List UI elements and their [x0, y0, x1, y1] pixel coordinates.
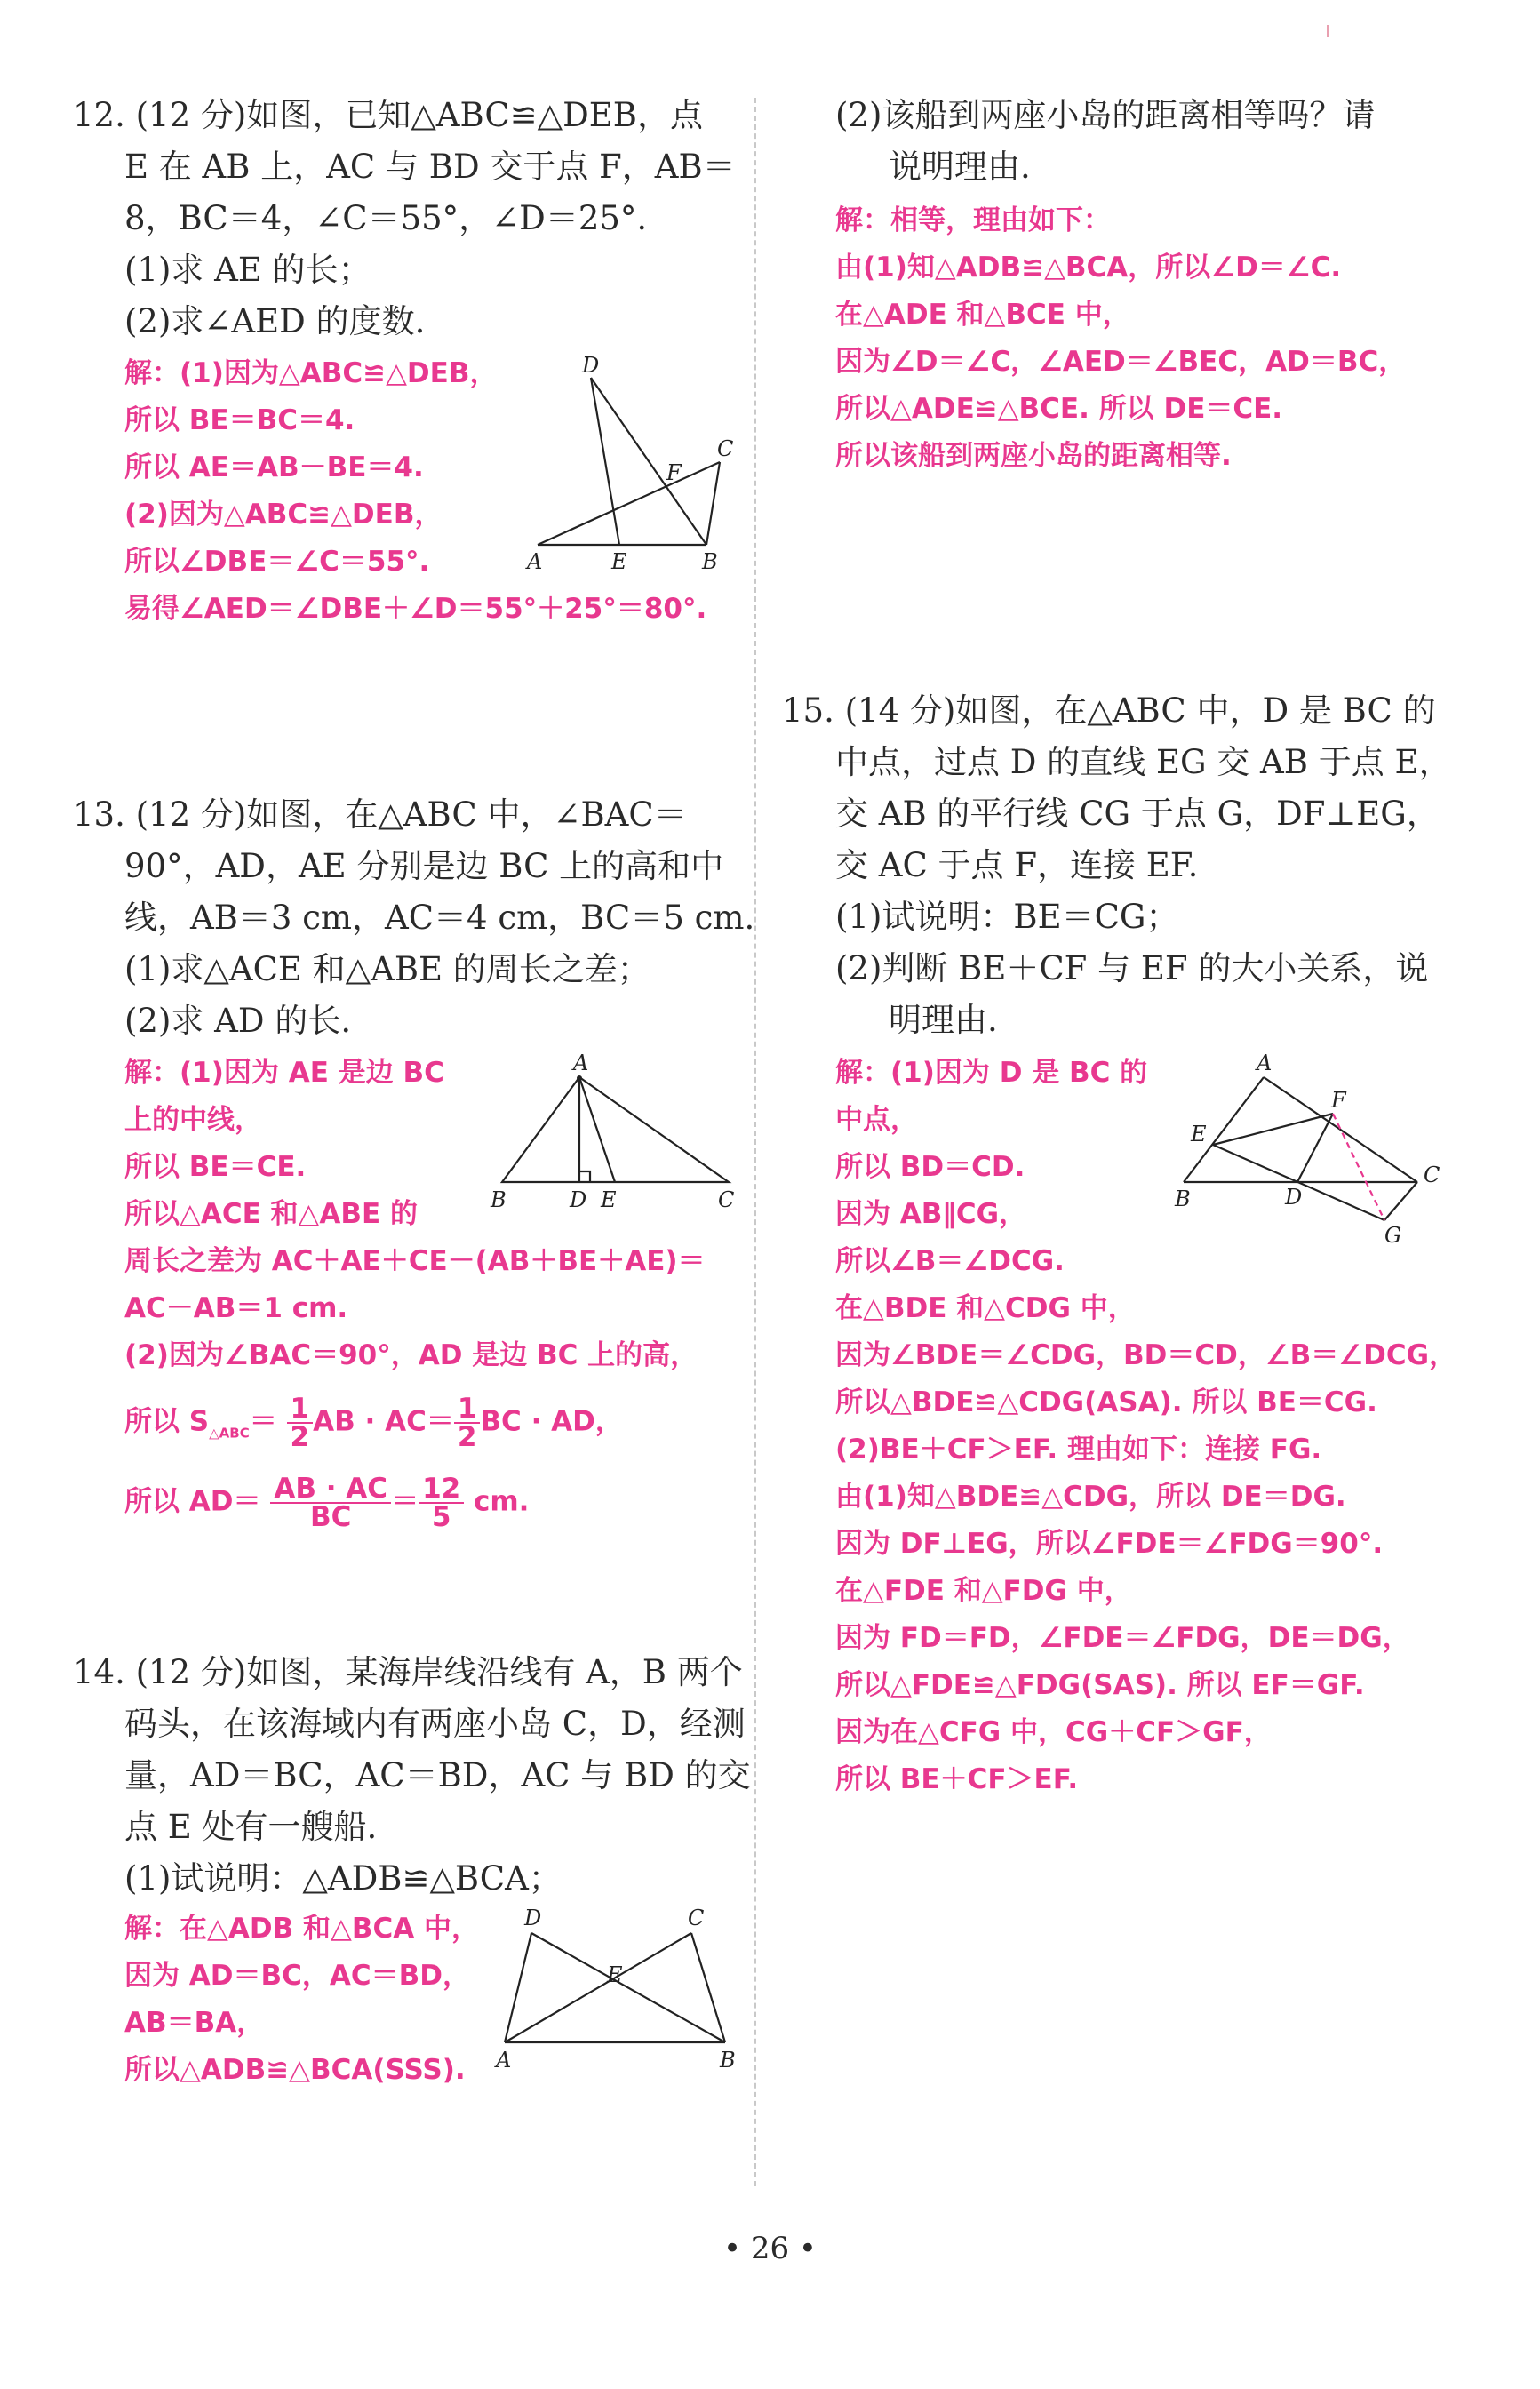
p12-label-C: C — [717, 436, 734, 461]
p15-label-B: B — [1175, 1187, 1191, 1211]
p13-q-line-2: 90°，AD，AE 分别是边 BC 上的高和中 — [124, 847, 724, 885]
p15-a-line-13: 因为 FD＝FD，∠FDE＝∠FDG，DE＝DG， — [835, 1622, 1410, 1654]
p13-ad-prefix: 所以 AD＝ — [124, 1485, 261, 1518]
p15-a-line-12: 在△FDE 和△FDG 中， — [835, 1575, 1132, 1607]
p12-label-B: B — [702, 549, 718, 574]
page-number: • 26 • — [723, 2231, 817, 2266]
p12-seg-CB — [706, 462, 720, 545]
p12-label-D: D — [582, 353, 600, 378]
p13-ad-frac1-num: AB · AC — [270, 1475, 391, 1504]
p15-label-C: C — [1424, 1163, 1440, 1187]
p12-a-line-4: (2)因为△ABC≌△DEB， — [124, 499, 443, 531]
p13-ad-frac2-den: 5 — [431, 1501, 451, 1533]
p15-label-G: G — [1384, 1223, 1402, 1244]
p14-a2-line-3: 在△ADE 和△BCE 中， — [835, 299, 1130, 331]
p15-seg-FD — [1297, 1114, 1333, 1182]
p13-area-t1: AB · AC＝ — [313, 1405, 454, 1438]
p13-area-prefix: 所以 S — [124, 1405, 210, 1438]
p13-half-2-den: 2 — [457, 1421, 477, 1453]
p14-a2-line-4: 因为∠D＝∠C，∠AED＝∠BEC，AD＝BC， — [835, 346, 1407, 378]
p15-a-line-9: (2)BE＋CF＞EF. 理由如下：连接 FG. — [835, 1434, 1322, 1466]
column-divider — [754, 98, 756, 2186]
p13-a-line-7: (2)因为∠BAC＝90°，AD 是边 BC 上的高， — [124, 1339, 698, 1371]
p12-a-line-6: 易得∠AED＝∠DBE＋∠D＝55°＋25°＝80°. — [124, 593, 707, 625]
p13-label-C: C — [718, 1187, 735, 1209]
p15-q-line-6: (2)判断 BE＋CF 与 EF 的大小关系，说 — [835, 949, 1429, 987]
p12-q-line-4: (1)求 AE 的长； — [124, 251, 371, 289]
p15-a-line-16: 所以 BE＋CF＞EF. — [835, 1763, 1079, 1795]
p13-half-1 — [287, 1393, 314, 1453]
p14-q-line-4: 点 E 处有一艘船. — [124, 1808, 378, 1846]
p14-q-line-2: 码头，在该海域内有两座小岛 C，D，经测 — [124, 1705, 746, 1743]
p13-ad-frac2-num: 12 — [419, 1475, 464, 1504]
p12-q-line-1: 12. (12 分)如图，已知△ABC≌△DEB，点 — [73, 96, 703, 134]
p15-figure — [1164, 1049, 1457, 1244]
p13-area-eq1: ＝ — [249, 1405, 277, 1438]
p13-ad-formula — [124, 1473, 530, 1533]
p13-label-A: A — [573, 1051, 589, 1075]
p15-a-line-4: 因为 AB∥CG， — [835, 1198, 1027, 1230]
p13-right-angle — [579, 1171, 590, 1182]
p15-label-E: E — [1191, 1122, 1207, 1147]
p12-a-line-5: 所以∠DBE＝∠C＝55°. — [124, 546, 430, 578]
p15-label-D: D — [1285, 1185, 1303, 1210]
p15-q-line-7: 明理由. — [889, 1001, 998, 1039]
p14-a-line-1: 解：在△ADB 和△BCA 中， — [124, 1913, 479, 1945]
p13-label-E: E — [601, 1187, 617, 1209]
p13-ad-frac1 — [270, 1473, 391, 1533]
p15-a-line-3: 所以 BD＝CD. — [835, 1151, 1025, 1183]
p14-label-D: D — [524, 1906, 542, 1930]
p12-q-line-3: 8，BC＝4，∠C＝55°，∠D＝25°. — [124, 199, 648, 237]
p14-a-line-2: 因为 AD＝BC，AC＝BD， — [124, 1960, 470, 1992]
p15-label-F: F — [1331, 1088, 1346, 1113]
p12-label-A: A — [527, 549, 543, 574]
p13-a-line-4: 所以△ACE 和△ABE 的 — [124, 1198, 418, 1230]
p15-q-line-5: (1)试说明：BE＝CG； — [835, 898, 1179, 936]
p13-a-line-6: AC－AB＝1 cm. — [124, 1292, 348, 1324]
p13-half-2-num: 1 — [454, 1395, 481, 1424]
p12-seg-DB — [591, 378, 706, 545]
p13-q-line-1: 13. (12 分)如图，在△ABC 中，∠BAC＝ — [73, 795, 687, 834]
p12-label-F: F — [666, 460, 682, 485]
p14-a-line-4: 所以△ADB≌△BCA(SSS). — [124, 2054, 466, 2086]
p14-a2-line-6: 所以该船到两座小岛的距离相等. — [835, 440, 1232, 472]
p13-ad-unit: cm. — [474, 1485, 530, 1518]
p13-q-line-4: (1)求△ACE 和△ABE 的周长之差； — [124, 950, 650, 988]
p14-label-A: A — [496, 2048, 512, 2073]
p15-seg-EF — [1213, 1114, 1333, 1145]
p13-vertex-A — [577, 1075, 582, 1081]
p14-a2-line-1: 解：相等，理由如下： — [835, 204, 1111, 236]
p15-a-line-10: 由(1)知△BDE≌△CDG，所以 DE＝DG. — [835, 1481, 1346, 1513]
p15-q-line-1: 15. (14 分)如图，在△ABC 中，D 是 BC 的 — [782, 691, 1436, 730]
p13-area-t2: BC · AD， — [480, 1405, 623, 1438]
p13-half-1-num: 1 — [287, 1395, 314, 1424]
p15-q-line-3: 交 AB 的平行线 CG 于点 G，DF⊥EG， — [835, 795, 1440, 833]
p13-half-2 — [454, 1393, 481, 1453]
p13-area-formula — [124, 1395, 623, 1451]
p13-seg-AE — [579, 1077, 615, 1182]
p15-q-line-2: 中点，过点 D 的直线 EG 交 AB 于点 E， — [835, 743, 1452, 781]
p13-label-D: D — [570, 1187, 587, 1209]
p13-area-sub: △ABC — [209, 1425, 250, 1442]
p13-label-B: B — [491, 1187, 507, 1209]
p14-a-line-3: AB＝BA， — [124, 2007, 265, 2039]
p13-ad-frac2 — [419, 1473, 464, 1533]
p13-a-line-2: 上的中线， — [124, 1104, 262, 1136]
p14-q-line-3: 量，AD＝BC，AC＝BD，AC 与 BD 的交 — [124, 1756, 751, 1794]
p15-a-line-11: 因为 DF⊥EG，所以∠FDE＝∠FDG＝90°. — [835, 1528, 1384, 1560]
p13-a-line-1: 解：(1)因为 AE 是边 BC — [124, 1057, 444, 1089]
p14-q2-line-1: (2)该船到两座小岛的距离相等吗？请 — [835, 96, 1376, 134]
p12-figure — [520, 351, 738, 582]
p14-a2-line-2: 由(1)知△ADB≌△BCA，所以∠D＝∠C. — [835, 252, 1342, 284]
p13-half-1-den: 2 — [290, 1421, 310, 1453]
p15-a-line-8: 所以△BDE≌△CDG(ASA). 所以 BE＝CG. — [835, 1386, 1377, 1418]
p12-q-line-5: (2)求∠AED 的度数. — [124, 302, 426, 340]
p15-a-line-5: 所以∠B＝∠DCG. — [835, 1245, 1065, 1277]
p13-a-line-5: 周长之差为 AC＋AE＋CE－(AB＋BE＋AE)＝ — [124, 1245, 706, 1277]
p13-triangle-ABC — [502, 1077, 729, 1182]
p12-a-line-3: 所以 AE＝AB－BE＝4. — [124, 451, 424, 483]
p14-label-E: E — [607, 1962, 623, 1987]
p14-a2-line-5: 所以△ADE≌△BCE. 所以 DE＝CE. — [835, 393, 1283, 425]
p13-q-line-3: 线，AB＝3 cm，AC＝4 cm，BC＝5 cm. — [124, 899, 755, 937]
p15-a-line-1: 解：(1)因为 D 是 BC 的 — [835, 1057, 1148, 1089]
p13-figure — [489, 1049, 738, 1209]
p12-seg-AC — [538, 462, 720, 545]
p14-q2-line-2: 说明理由. — [889, 148, 1031, 186]
p14-seg-DA — [505, 1933, 531, 2042]
p15-a-line-14: 所以△FDE≌△FDG(SAS). 所以 EF＝GF. — [835, 1669, 1365, 1701]
p13-ad-frac1-den: BC — [310, 1501, 352, 1533]
p15-label-A: A — [1257, 1051, 1273, 1075]
p12-a-line-1: 解：(1)因为△ABC≌△DEB， — [124, 357, 498, 389]
p14-q-line-1: 14. (12 分)如图，某海岸线沿线有 A，B 两个 — [73, 1653, 743, 1691]
p15-a-line-15: 因为在△CFG 中，CG＋CF＞GF， — [835, 1716, 1272, 1748]
p14-label-B: B — [720, 2048, 736, 2073]
p14-q-line-5: (1)试说明：△ADB≌△BCA； — [124, 1859, 562, 1898]
p15-a-line-7: 因为∠BDE＝∠CDG，BD＝CD，∠B＝∠DCG， — [835, 1339, 1457, 1371]
p13-ad-eq: ＝ — [391, 1485, 419, 1518]
p15-q-line-4: 交 AC 于点 F，连接 EF. — [835, 846, 1199, 884]
p13-q-line-5: (2)求 AD 的长. — [124, 1002, 352, 1040]
p15-seg-CG — [1384, 1182, 1417, 1220]
p14-label-C: C — [688, 1906, 705, 1930]
p14-figure — [487, 1902, 740, 2080]
p13-a-line-3: 所以 BE＝CE. — [124, 1151, 307, 1183]
p15-a-line-6: 在△BDE 和△CDG 中， — [835, 1292, 1136, 1324]
p15-a-line-2: 中点， — [835, 1104, 918, 1136]
p12-a-line-2: 所以 BE＝BC＝4. — [124, 404, 355, 436]
p12-q-line-2: E 在 AB 上，AC 与 BD 交于点 F，AB＝ — [124, 148, 736, 186]
p14-seg-CA — [505, 1933, 691, 2042]
p12-label-E: E — [611, 549, 627, 574]
corner-mark — [1327, 25, 1329, 37]
